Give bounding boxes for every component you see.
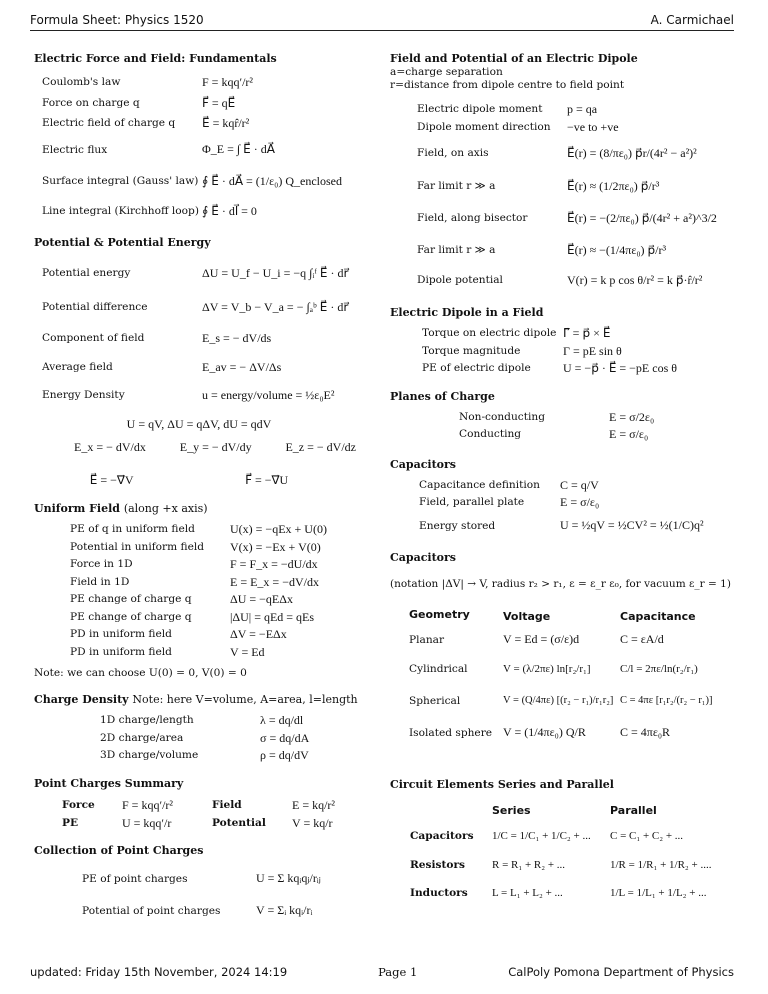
row-equation: E⃗(r) ≈ −(1/4πε₀) p⃗/r³ — [567, 242, 667, 257]
uniform-title: Uniform Field — [34, 502, 120, 515]
row-equation: ∮ E⃗ · dl⃗ = 0 — [202, 203, 257, 218]
row-equation: E⃗(r) ≈ (1/2πε₀) p⃗/r³ — [567, 178, 660, 193]
collection-list — [82, 863, 364, 927]
row-label: Potential of point charges — [82, 904, 221, 917]
potential-list — [42, 255, 364, 409]
row-label: Potential in uniform field — [70, 540, 205, 553]
field-label: Field — [212, 798, 242, 811]
pe-equation: U = kqq′/r — [122, 815, 172, 830]
row-equation: Γ = pE sin θ — [563, 343, 622, 358]
page-header — [30, 13, 734, 31]
row-label: Field, along bisector — [417, 212, 528, 224]
potential-label: Potential — [212, 816, 266, 829]
footer-page-number: Page 1 — [378, 965, 418, 979]
capacitance-cell: C = εA/d — [620, 632, 664, 646]
potential-equation: V = kq/r — [292, 815, 333, 830]
capacitance-cell: C = 4πε₀R — [620, 725, 671, 739]
row-equation: p = qa — [567, 101, 598, 116]
capacitors-notation: (notation |ΔV| → V, radius r₂ > r₁, ε = ε_r ε₀, for vacuum ε_r = 1) — [390, 577, 731, 590]
row-label: Far limit r ≫ a — [417, 180, 496, 192]
row-equation: E_s = − dV/ds — [202, 330, 272, 345]
uniform-list — [70, 521, 364, 661]
row-equation: U = ½qV = ½CV² = ½(1/C)q² — [560, 518, 704, 532]
header-title: Formula Sheet: Physics 1520 — [30, 13, 204, 27]
row-equation: u = energy/volume = ½ε₀E² — [202, 387, 335, 402]
page-footer — [30, 965, 734, 979]
row-equation: Γ⃗ = p⃗ × E⃗ — [563, 326, 611, 340]
row-equation: V = Σᵢ kqᵢ/rᵢ — [256, 903, 313, 917]
ex-equation: E_x = − dV/dx — [74, 440, 146, 454]
section-collection-title: Collection of Point Charges — [34, 843, 204, 857]
dipole-note-r: r=distance from dipole centre to field point — [390, 79, 625, 91]
section-dipole-field-title: Electric Dipole in a Field — [390, 306, 544, 319]
series-header: Series — [492, 804, 531, 817]
density-list — [100, 712, 364, 765]
density-title: Charge Density — [34, 693, 129, 706]
ey-equation: E_y = − dV/dy — [179, 440, 252, 454]
planes-list — [459, 409, 740, 444]
section-capacitors-title: Capacitors — [390, 457, 456, 471]
row-label: Force in 1D — [70, 558, 133, 570]
footer-department: CalPoly Pomona Department of Physics — [508, 965, 734, 979]
row-label: Electric flux — [42, 143, 108, 156]
row-label: Conducting — [459, 428, 522, 440]
section-potential-title: Potential & Potential Energy — [34, 236, 211, 249]
row-label: PE of electric dipole — [422, 362, 531, 374]
row-equation: E⃗(r) = (8/πε₀) p⃗r/(4r² − a²)² — [567, 145, 697, 160]
capacitors-list — [419, 477, 740, 541]
row-label: Field in 1D — [70, 575, 130, 588]
row-equation: F = F_x = −dU/dx — [230, 557, 318, 571]
row-equation: V(x) = −Ex + V(0) — [230, 539, 321, 554]
row-label: Potential difference — [42, 301, 148, 313]
row-label: PE of q in uniform field — [70, 523, 195, 535]
field-components — [34, 440, 364, 455]
table-header: Capacitance — [620, 610, 696, 623]
section-point-charges-title: Point Charges Summary — [34, 776, 184, 790]
pe-label: PE — [62, 816, 79, 829]
row-label: Torque magnitude — [422, 344, 521, 357]
section-capacitors2-title: Capacitors — [390, 550, 456, 564]
section-dipole-title: Field and Potential of an Electric Dipole — [390, 52, 638, 65]
row-label: Electric dipole moment — [417, 103, 543, 115]
row-equation: E = σ/2ε₀ — [609, 409, 655, 424]
element-name: Capacitors — [410, 829, 474, 842]
parallel-cell: 1/R = 1/R₁ + 1/R₂ + .... — [610, 858, 712, 871]
left-column — [34, 44, 364, 927]
row-equation: ΔU = −qEΔx — [230, 592, 293, 606]
series-cell: R = R₁ + R₂ + ... — [492, 858, 566, 871]
row-label: 1D charge/length — [100, 714, 194, 726]
row-label: Force on charge q — [42, 97, 140, 109]
row-equation: ΔV = V_b − V_a = − ∫ₐᵇ E⃗ · dr⃗ — [202, 299, 349, 314]
series-cell: L = L₁ + L₂ + ... — [492, 886, 563, 899]
row-label: Non-conducting — [459, 410, 545, 423]
section-planes-title: Planes of Charge — [390, 389, 495, 403]
row-equation: ∮ E⃗ · dA⃗ = (1/ε₀) Q_enclosed — [202, 173, 343, 188]
row-equation: −ve to +ve — [567, 119, 619, 134]
series-cell: 1/C = 1/C₁ + 1/C₂ + ... — [492, 829, 591, 842]
row-equation: C = q/V — [560, 477, 599, 492]
row-equation: E⃗(r) = −(2/πε₀) p⃗/(4r² + a²)^3/2 — [567, 210, 717, 225]
row-equation: E_av = − ΔV/Δs — [202, 359, 282, 374]
capacitance-cell: C = 4πε [r₁r₂/(r₂ − r₁)] — [620, 695, 713, 706]
table-header: Geometry — [409, 607, 470, 621]
element-name: Resistors — [410, 858, 466, 871]
row-equation: |ΔU| = qEd = qEs — [230, 609, 315, 624]
row-label: PD in uniform field — [70, 645, 172, 658]
section-circuits-title: Circuit Elements Series and Parallel — [390, 777, 614, 791]
row-label: Torque on electric dipole — [422, 327, 557, 339]
circuit-elements-table — [410, 801, 740, 907]
voltage-cell: V = (Q/4πε) [(r₂ − r₁)/r₁r₂] — [503, 695, 614, 706]
row-label: Energy Density — [42, 389, 125, 401]
row-label: Dipole moment direction — [417, 121, 551, 133]
row-label: 3D charge/volume — [100, 749, 199, 761]
capacitance-cell: C/l = 2πε/ln(r₂/r₁) — [620, 662, 698, 675]
row-label: PE change of charge q — [70, 610, 192, 623]
geometry-cell: Cylindrical — [409, 662, 468, 675]
row-label: Average field — [42, 361, 113, 373]
uniform-note: (along +x axis) — [123, 502, 208, 515]
point-charges-summary — [62, 796, 364, 832]
dipole-field-list — [422, 325, 740, 378]
row-equation: ρ = dq/dV — [260, 748, 309, 762]
row-equation: U(x) = −qEx + U(0) — [230, 522, 327, 536]
voltage-cell: V = (λ/2πε) ln[r₂/r₁] — [503, 662, 591, 675]
density-note: Note: here V=volume, A=area, l=length — [132, 693, 358, 706]
row-equation: σ = dq/dA — [260, 730, 310, 745]
row-label: Field, on axis — [417, 147, 489, 159]
footer-updated: updated: Friday 15th November, 2024 14:19 — [30, 965, 288, 979]
geometry-cell: Planar — [409, 633, 445, 646]
row-equation: E⃗ = kqr̂/r² — [202, 115, 250, 130]
row-label: Energy stored — [419, 519, 496, 532]
row-label: PE of point charges — [82, 872, 188, 885]
gradient-u: F⃗ = −∇⃗U — [245, 473, 289, 487]
row-label: Dipole potential — [417, 274, 503, 286]
row-equation: λ = dq/dl — [260, 713, 304, 727]
voltage-cell: V = Ed = (σ/ε)d — [503, 632, 580, 646]
row-label: Surface integral (Gauss' law) — [42, 175, 199, 187]
section-density-title — [34, 693, 364, 706]
parallel-cell: 1/L = 1/L₁ + 1/L₂ + ... — [610, 886, 707, 899]
row-label: Field, parallel plate — [419, 496, 525, 508]
geometry-cell: Spherical — [409, 694, 461, 707]
parallel-header: Parallel — [610, 804, 657, 817]
field-equation: E = kq/r² — [292, 797, 336, 812]
ez-equation: E_z = − dV/dz — [285, 440, 356, 454]
row-label: Line integral (Kirchhoff loop) — [42, 205, 199, 217]
section-fundamentals-title: Electric Force and Field: Fundamentals — [34, 52, 277, 65]
row-equation: Φ_E = ∫ E⃗ · dA⃗ — [202, 142, 275, 156]
row-label: 2D charge/area — [100, 731, 184, 744]
row-equation: E = σ/ε₀ — [560, 494, 600, 509]
potential-relations: U = qV, ΔU = qΔV, dU = qdV — [126, 417, 272, 431]
row-label: Coulomb's law — [42, 76, 121, 88]
row-equation: E = σ/ε₀ — [609, 427, 649, 441]
row-equation: V = Ed — [230, 644, 265, 659]
row-label: Component of field — [42, 332, 145, 344]
table-header: Voltage — [503, 610, 551, 623]
row-equation: F⃗ = qE⃗ — [202, 95, 236, 110]
uniform-note-footer: Note: we can choose U(0) = 0, V(0) = 0 — [34, 667, 247, 679]
row-label: Electric field of charge q — [42, 117, 176, 129]
table-corner — [410, 801, 492, 821]
row-equation: E = E_x = −dV/dx — [230, 574, 319, 589]
parallel-cell: C = C₁ + C₂ + ... — [610, 829, 684, 842]
section-uniform-title — [34, 502, 364, 515]
dipole-note-a: a=charge separation — [390, 66, 503, 78]
fundamentals-list — [42, 71, 364, 226]
element-name: Inductors — [410, 886, 468, 899]
right-column — [390, 44, 740, 907]
geometry-cell: Isolated sphere — [409, 726, 493, 739]
header-author: A. Carmichael — [650, 13, 734, 27]
row-label: Capacitance definition — [419, 479, 540, 491]
row-equation: ΔU = U_f − U_i = −q ∫ᵢᶠ E⃗ · dr⃗ — [202, 265, 349, 280]
row-label: PE change of charge q — [70, 593, 192, 605]
dipole-list — [417, 100, 740, 294]
gradient-relations — [34, 473, 364, 488]
capacitor-geometry-table — [409, 608, 740, 748]
row-equation: U = Σ kqᵢqⱼ/rᵢⱼ — [256, 871, 321, 885]
row-equation: V(r) = k p cos θ/r² = k p⃗·r̂/r² — [567, 272, 703, 287]
force-equation: F = kqq′/r² — [122, 797, 173, 812]
force-label: Force — [62, 798, 95, 811]
row-equation: U = −p⃗ · E⃗ = −pE cos θ — [563, 361, 678, 375]
gradient-v: E⃗ = −∇⃗V — [89, 473, 134, 487]
row-label: PD in uniform field — [70, 628, 172, 640]
row-equation: ΔV = −EΔx — [230, 627, 287, 641]
voltage-cell: V = (1/4πε₀) Q/R — [503, 725, 586, 739]
row-equation: F = kqq′/r² — [202, 74, 253, 89]
row-label: Far limit r ≫ a — [417, 244, 496, 256]
row-label: Potential energy — [42, 267, 131, 279]
